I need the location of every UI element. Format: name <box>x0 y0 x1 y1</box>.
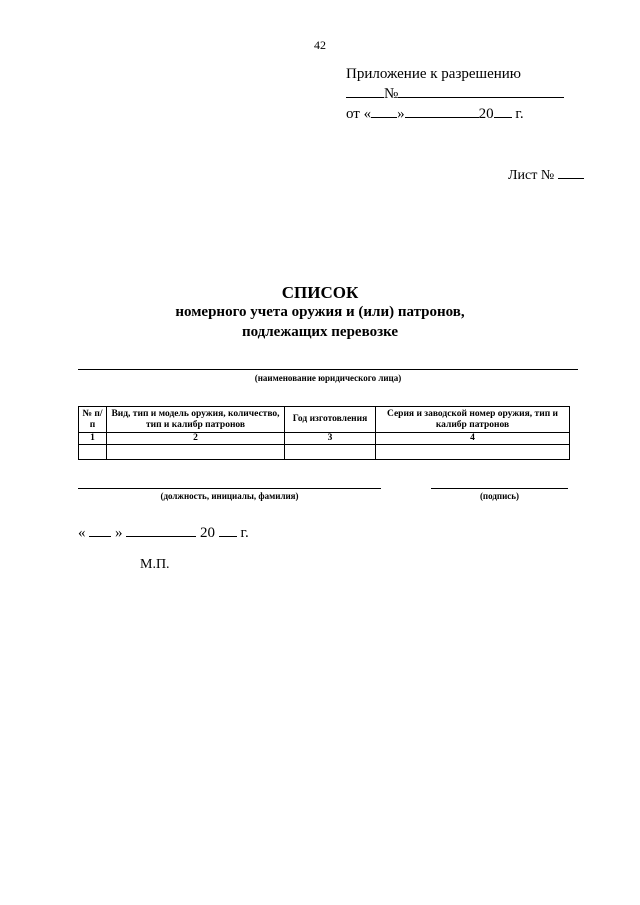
position-line <box>78 488 381 489</box>
document-subtitle-line2: подлежащих перевозке <box>241 324 399 340</box>
column-number-3: 3 <box>285 433 376 445</box>
position-caption: (должность, инициалы, фамилия) <box>160 491 299 501</box>
page-number: 42 <box>314 38 326 52</box>
quote-close: » <box>397 106 405 122</box>
appendix-title: Приложение к разрешению <box>346 66 522 82</box>
year-prefix: 20 <box>478 106 494 122</box>
column-number-1: 1 <box>79 433 107 445</box>
from-prefix: от « <box>346 106 372 122</box>
appendix-header <box>346 64 564 124</box>
column-header-type: Вид, тип и модель оружия, количество, тип и калибр патронов <box>107 407 285 433</box>
stamp-placeholder: М.П. <box>140 557 170 572</box>
appendix-date-line <box>346 104 564 124</box>
table-cell <box>107 445 285 460</box>
sheet-label: Лист № <box>508 168 555 183</box>
signature-caption: (подпись) <box>479 491 520 501</box>
appendix-number-line <box>346 84 564 104</box>
date-line <box>78 523 249 542</box>
table-row <box>79 433 570 445</box>
weapons-table <box>78 406 570 460</box>
signature-line <box>431 488 568 489</box>
date-year-suffix: г. <box>240 525 249 541</box>
entity-name-line <box>78 369 578 370</box>
document-title: СПИСОК <box>281 283 359 302</box>
column-header-serial: Серия и заводской номер оружия, тип и калибр патронов <box>376 407 570 433</box>
document-subtitle-line1: номерного учета оружия и (или) патронов, <box>175 304 465 320</box>
table-cell <box>376 445 570 460</box>
table-cell <box>79 445 107 460</box>
column-number-4: 4 <box>376 433 570 445</box>
table-row <box>79 445 570 460</box>
year-suffix: г. <box>515 106 524 122</box>
date-open-quote: « <box>78 525 86 541</box>
table-header-row <box>79 407 570 433</box>
date-close-quote: » <box>115 525 123 541</box>
column-number-2: 2 <box>107 433 285 445</box>
column-header-number: № п/п <box>79 407 107 433</box>
number-sign: № <box>384 86 399 102</box>
table-cell <box>285 445 376 460</box>
sheet-number <box>508 165 584 184</box>
date-year-prefix: 20 <box>200 525 215 541</box>
entity-caption: (наименование юридического лица) <box>254 373 402 383</box>
column-header-year: Год изготовления <box>285 407 376 433</box>
